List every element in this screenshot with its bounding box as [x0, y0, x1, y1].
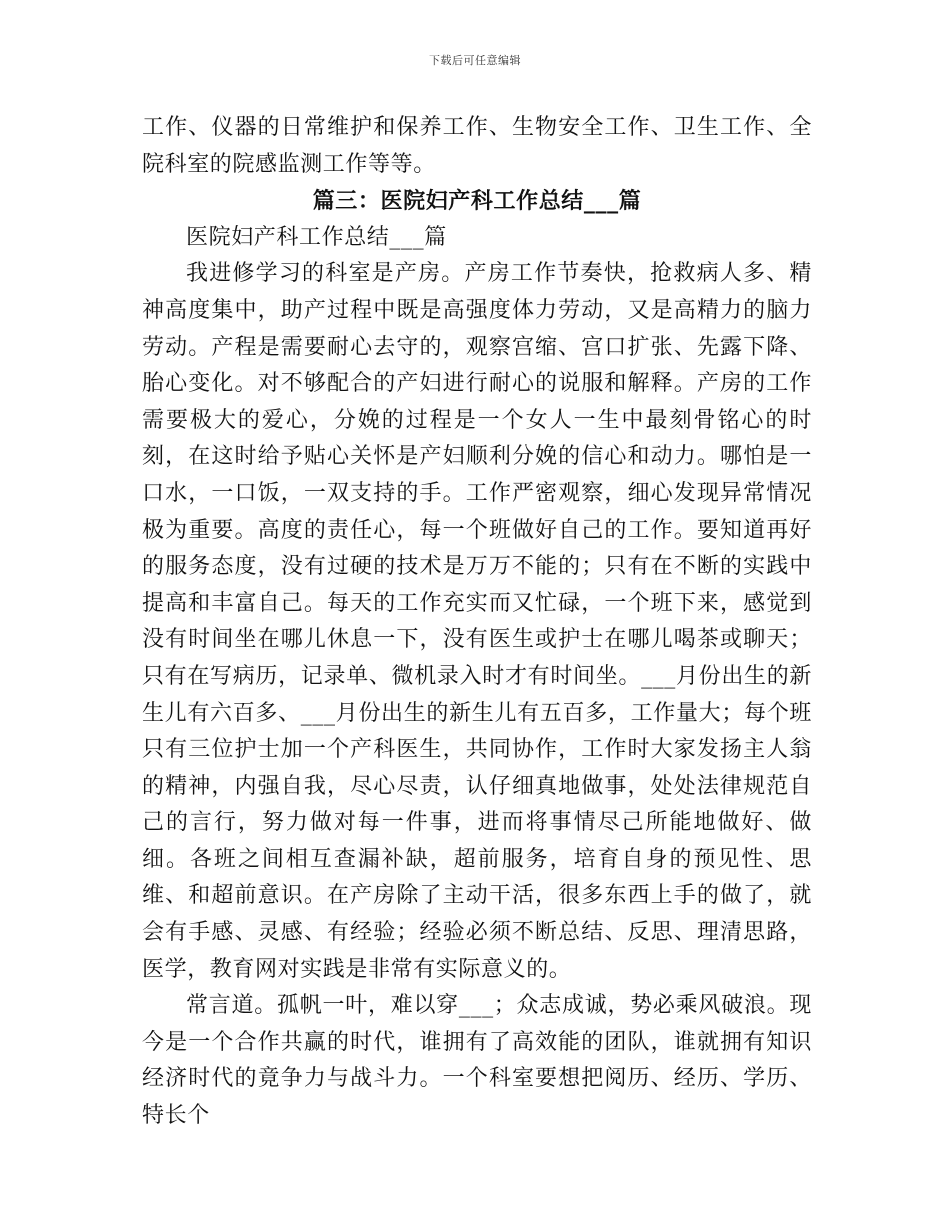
- paragraph-continuation: 工作、仪器的日常维护和保养工作、生物安全工作、卫生工作、全院科室的院感监测工作等等。: [142, 115, 812, 177]
- page-header: 下载后可任意编辑: [429, 54, 521, 67]
- section-subtitle: 医院妇产科工作总结___篇: [186, 224, 447, 250]
- paragraph-delivery-room: 我进修学习的科室是产房。产房工作节奏快，抢救病人多、精神高度集中，助产过程中既是高强度体力劳动，又是高精力的脑力劳动。产程是需要耐心去守的，观察宫缩、宫口扩张、先露下降、胎心变化。对不够配合的产妇进行耐心的说服和解释。产房的工作需要极大的爱心，分娩的过程是一个女人一生中最刻骨铭心的时刻，在这时给予贴心关怀是产妇顺利分娩的信心和动力。哪怕是一口水，一口饭，一双支持的手。工作严密观察，细心发现异常情况极为重要。高度的责任心，每一个班做好自己的工作。要知道再好的服务态度，没有过硬的技术是万万不能的；只有在不断的实践中提高和丰富自己。每天的工作充实而又忙碌，一个班下来，感觉到没有时间坐在哪儿休息一下，没有医生或护士在哪儿喝茶或聊天；只有在写病历，记录单、微机录入时才有时间坐。___月份出生的新生儿有六百多、___月份出生的新生儿有五百多，工作量大；每个班只有三位护士加一个产科医生，共同协作，工作时大家发扬主人翁的精神，内强自我，尽心尽责，认仔细真地做事，处处法律规范自己的言行，努力做对每一件事，进而将事情尽己所能地做好、做细。各班之间相互查漏补缺，超前服务，培育自身的预见性、思维、和超前意识。在产房除了主动干活，很多东西上手的做了，就会有手感、灵感、有经验；经验必须不断总结、反思、理清思路，医学，教育网对实践是非常有实际意义的。: [142, 261, 812, 982]
- paragraph-teamwork: 常言道。孤帆一叶，难以穿___；众志成诚，势必乘风破浪。现今是一个合作共赢的时代，谁拥有了高效能的团队，谁就拥有知识经济时代的竟争力与战斗力。一个科室要想把阅历、经历、学历、特长个: [142, 993, 812, 1129]
- document-body: [142, 110, 812, 1135]
- section-title: 篇三：医院妇产科工作总结___篇: [312, 188, 642, 215]
